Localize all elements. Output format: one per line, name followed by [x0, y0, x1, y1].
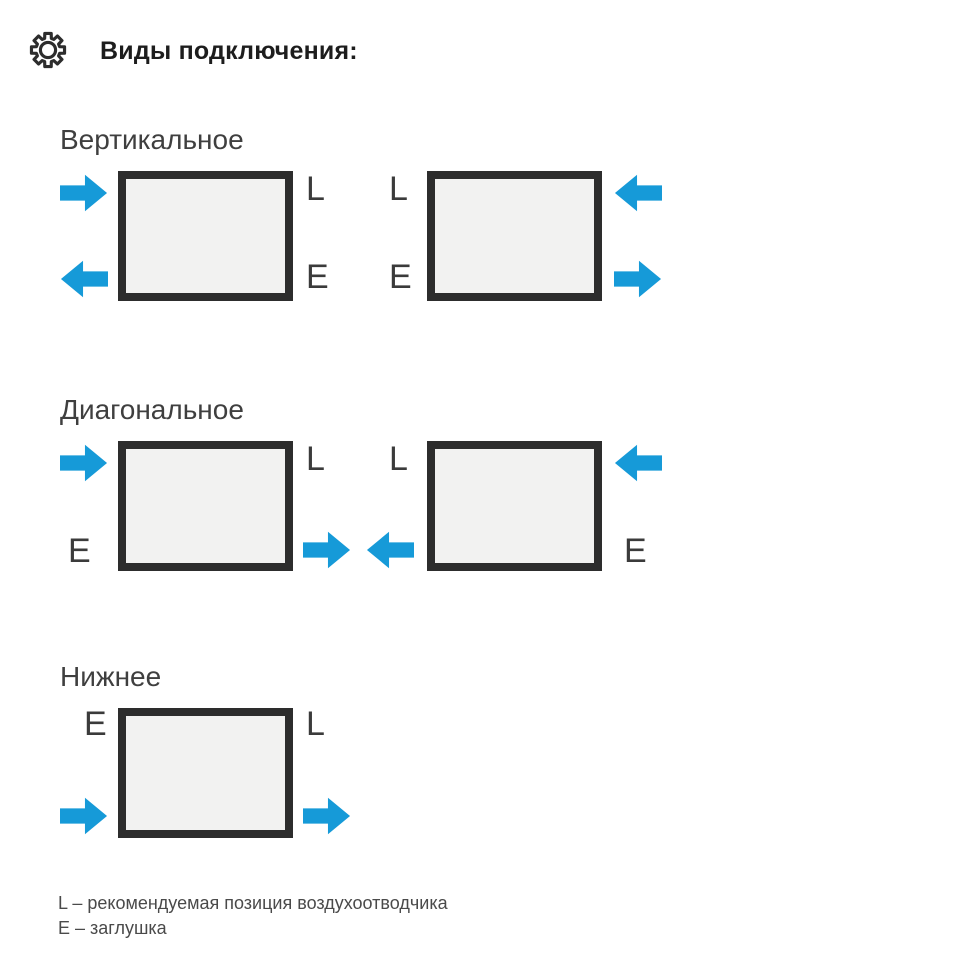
port-label-e: E: [389, 258, 412, 296]
radiator-body: [427, 171, 602, 301]
section-title-bottom: Нижнее: [60, 661, 162, 692]
port-label-l: L: [389, 440, 408, 478]
port-label-l: L: [306, 705, 325, 743]
legend-line-l: L – рекомендуемая позиция воздухоотводчика: [58, 893, 448, 913]
port-label-e: E: [68, 532, 91, 570]
port-label-e: E: [84, 705, 107, 743]
flow-in-arrow-icon: [60, 443, 108, 483]
flow-in-arrow-icon: [60, 796, 108, 836]
flow-out-arrow-icon: [303, 796, 351, 836]
flow-in-arrow-icon: [614, 443, 662, 483]
port-label-l: L: [389, 170, 408, 208]
flow-in-arrow-icon: [614, 173, 662, 213]
radiator-body: [118, 708, 293, 838]
radiator-body: [118, 171, 293, 301]
flow-out-arrow-icon: [60, 259, 108, 299]
flow-out-arrow-icon: [366, 530, 414, 570]
flow-in-arrow-icon: [60, 173, 108, 213]
section-title-diagonal: Диагональное: [60, 394, 244, 425]
port-label-e: E: [306, 258, 329, 296]
legend: [58, 891, 448, 941]
port-label-e: E: [624, 532, 647, 570]
gear-icon: [28, 30, 68, 70]
flow-out-arrow-icon: [303, 530, 351, 570]
legend-line-e: E – заглушка: [58, 918, 167, 938]
port-label-l: L: [306, 440, 325, 478]
flow-out-arrow-icon: [614, 259, 662, 299]
page-title: Виды подключения:: [100, 37, 358, 65]
radiator-body: [118, 441, 293, 571]
port-label-l: L: [306, 170, 325, 208]
section-title-vertical: Вертикальное: [60, 124, 244, 155]
radiator-body: [427, 441, 602, 571]
